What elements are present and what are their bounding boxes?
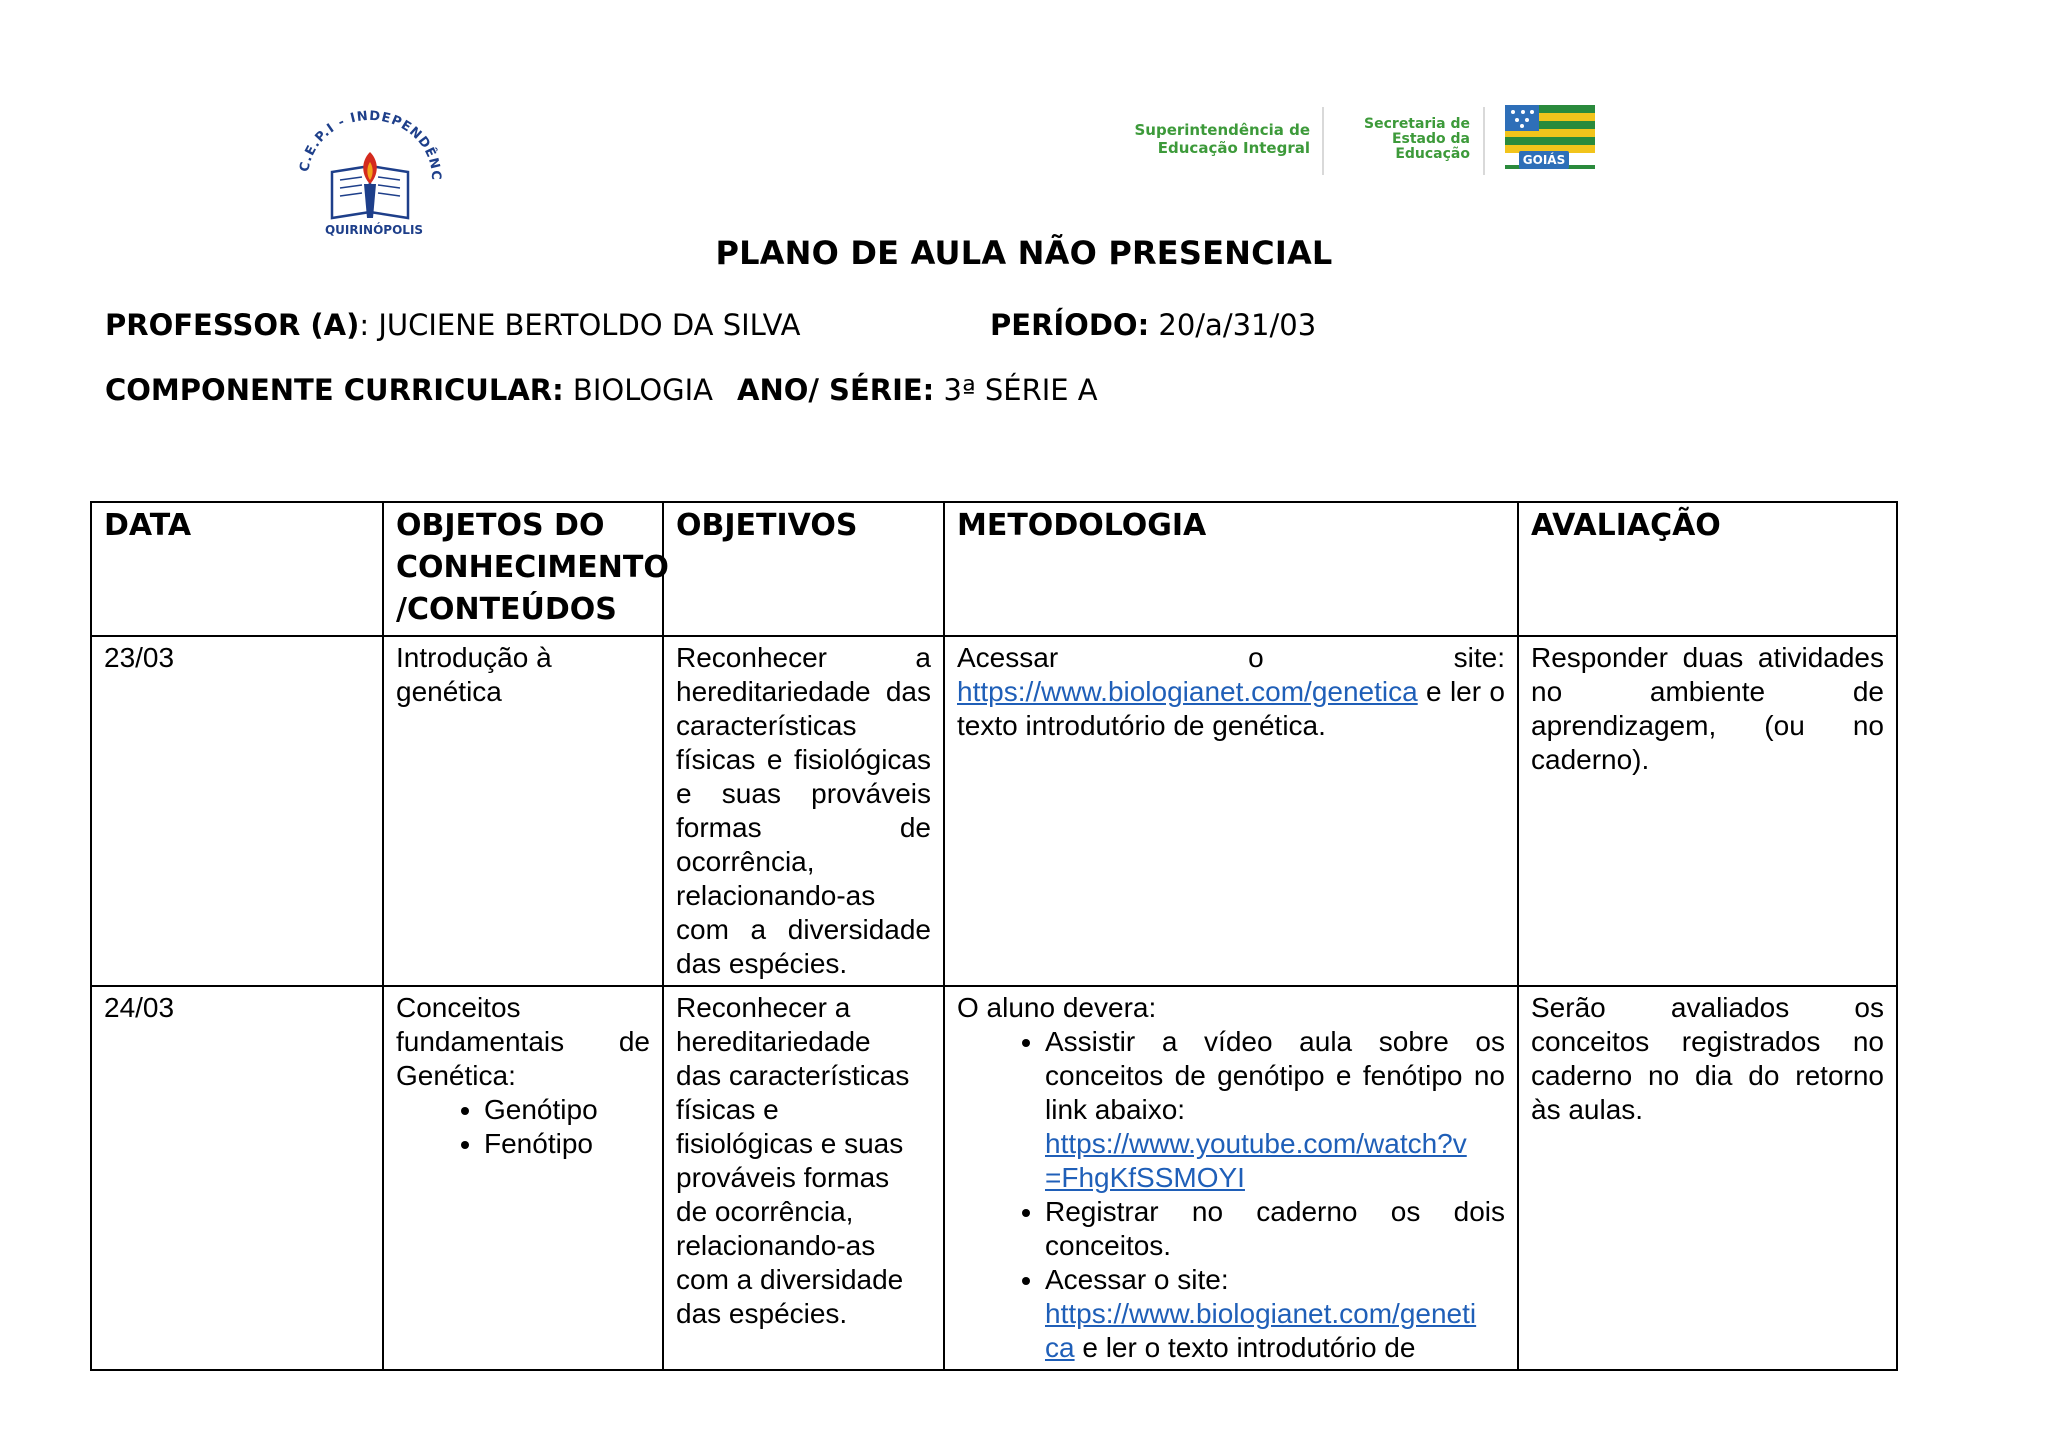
periodo-label: PERÍODO: [990,308,1150,342]
objetivos-line: fisiológicas e suas [676,1128,904,1159]
ano-serie-line [737,373,1098,407]
cell-metodologia [944,636,1518,986]
objetivos-line: Reconhecer a [676,992,851,1023]
header-metodologia: METODOLOGIA [944,502,1518,636]
ano-serie-value: 3ª SÉRIE A [934,373,1098,407]
metodologia-text: Acessar o site: [957,642,1505,673]
periodo-value: 20/a/31/03 [1149,308,1317,342]
cell-metodologia [944,986,1518,1370]
biologianet-link-part[interactable]: https://www.biologianet.com/geneti [1045,1298,1477,1329]
table-row [91,636,1897,986]
cell-objetivos: Reconhecer a hereditariedade das características físicas e fisiológicas e suas prováveis formas de ocorrência, relacionando-as com a diversidade das espécies. [663,636,944,986]
header-objetos [383,502,669,636]
school-city-text: QUIRINÓPOLIS [324,223,424,237]
biologianet-link-part[interactable]: ca [1045,1332,1075,1363]
objetivos-line: com a diversidade [676,1264,904,1295]
objetivos-line: físicas e [676,1094,779,1125]
objetivos-line: relacionando-as [676,1230,876,1261]
header-objetos-line: OBJETOS DO [396,508,605,543]
superintendencia-logo-text: Superintendência de Educação Integral [1134,121,1310,157]
componente-value: BIOLOGIA [563,373,714,407]
header-objetos-line: /CONTEÚDOS [396,592,617,627]
logo-divider [1322,107,1324,175]
header-data: DATA [91,502,383,636]
table-header-row [91,502,1897,636]
list-item: • Registrar no caderno os dois conceitos. [1045,1195,1505,1263]
componente-label: COMPONENTE CURRICULAR: [105,373,564,407]
youtube-link-part[interactable]: =FhgKfSSMOYI [1045,1162,1245,1193]
professor-line [105,308,800,342]
objetos-intro: Conceitos fundamentais de Genética: [396,992,650,1091]
metodologia-intro: O aluno devera: [957,992,1157,1023]
metodologia-list [957,1025,1505,1365]
objetivos-line: das espécies. [676,1298,848,1329]
cell-data: 24/03 [91,986,383,1370]
header-avaliacao: AVALIAÇÃO [1518,502,1897,636]
header-objetos-line: CONHECIMENTO [396,550,669,585]
cell-avaliacao: Responder duas atividades no ambiente de aprendizagem, (ou no caderno). [1518,636,1897,986]
document-title: PLANO DE AULA NÃO PRESENCIAL [715,234,1333,272]
school-emblem-icon [290,100,460,240]
list-item [1045,1263,1505,1365]
school-arc-text: C.E.P.I - INDEPENDÊNC [297,108,444,182]
objetivos-line: hereditariedade [676,1026,871,1057]
objetivos-line: das características [676,1060,910,1091]
metodologia-item-text: e ler o texto introdutório de [1074,1332,1416,1363]
government-logos [1110,103,1605,178]
ano-serie-label: ANO/ SÉRIE: [737,373,935,407]
list-item [1045,1025,1505,1195]
cell-objetos: Introdução à genética [383,636,663,986]
cell-objetos [383,986,663,1370]
youtube-link-part[interactable]: https://www.youtube.com/watch?v [1045,1128,1467,1159]
school-logo [290,100,460,240]
metodologia-text: e ler o texto introdutório de genética. [957,676,1505,741]
header-objetivos: OBJETIVOS [663,502,944,636]
metodologia-item-text: Acessar o site: [1045,1264,1229,1295]
componente-line [105,373,713,407]
metodologia-item-text: Assistir a vídeo aula sobre os conceitos de genótipo e fenótipo no link abaixo: [1045,1026,1505,1125]
list-item: • Fenótipo [484,1127,650,1161]
cell-avaliacao: Serão avaliados os conceitos registrados no caderno no dia do retorno às aulas. [1518,986,1897,1370]
objetos-list [396,1093,650,1161]
cell-data: 23/03 [91,636,383,986]
objetivos-line: prováveis formas [676,1162,890,1193]
logo-divider [1483,107,1485,175]
professor-label: PROFESSOR (A) [105,308,360,342]
table-row [91,986,1897,1370]
list-item: • Genótipo [484,1093,650,1127]
periodo-line [990,308,1316,342]
biologianet-link[interactable]: https://www.biologianet.com/genetica [957,676,1418,707]
objetivos-line: de ocorrência, [676,1196,854,1227]
lesson-plan-table [90,501,1898,1371]
secretaria-logo-text: Secretaria de Estado da Educação [1364,116,1470,162]
cell-objetivos [663,986,944,1370]
professor-value: : JUCIENE BERTOLDO DA SILVA [359,308,801,342]
goias-logo-text: GOIÁS [1519,151,1569,169]
